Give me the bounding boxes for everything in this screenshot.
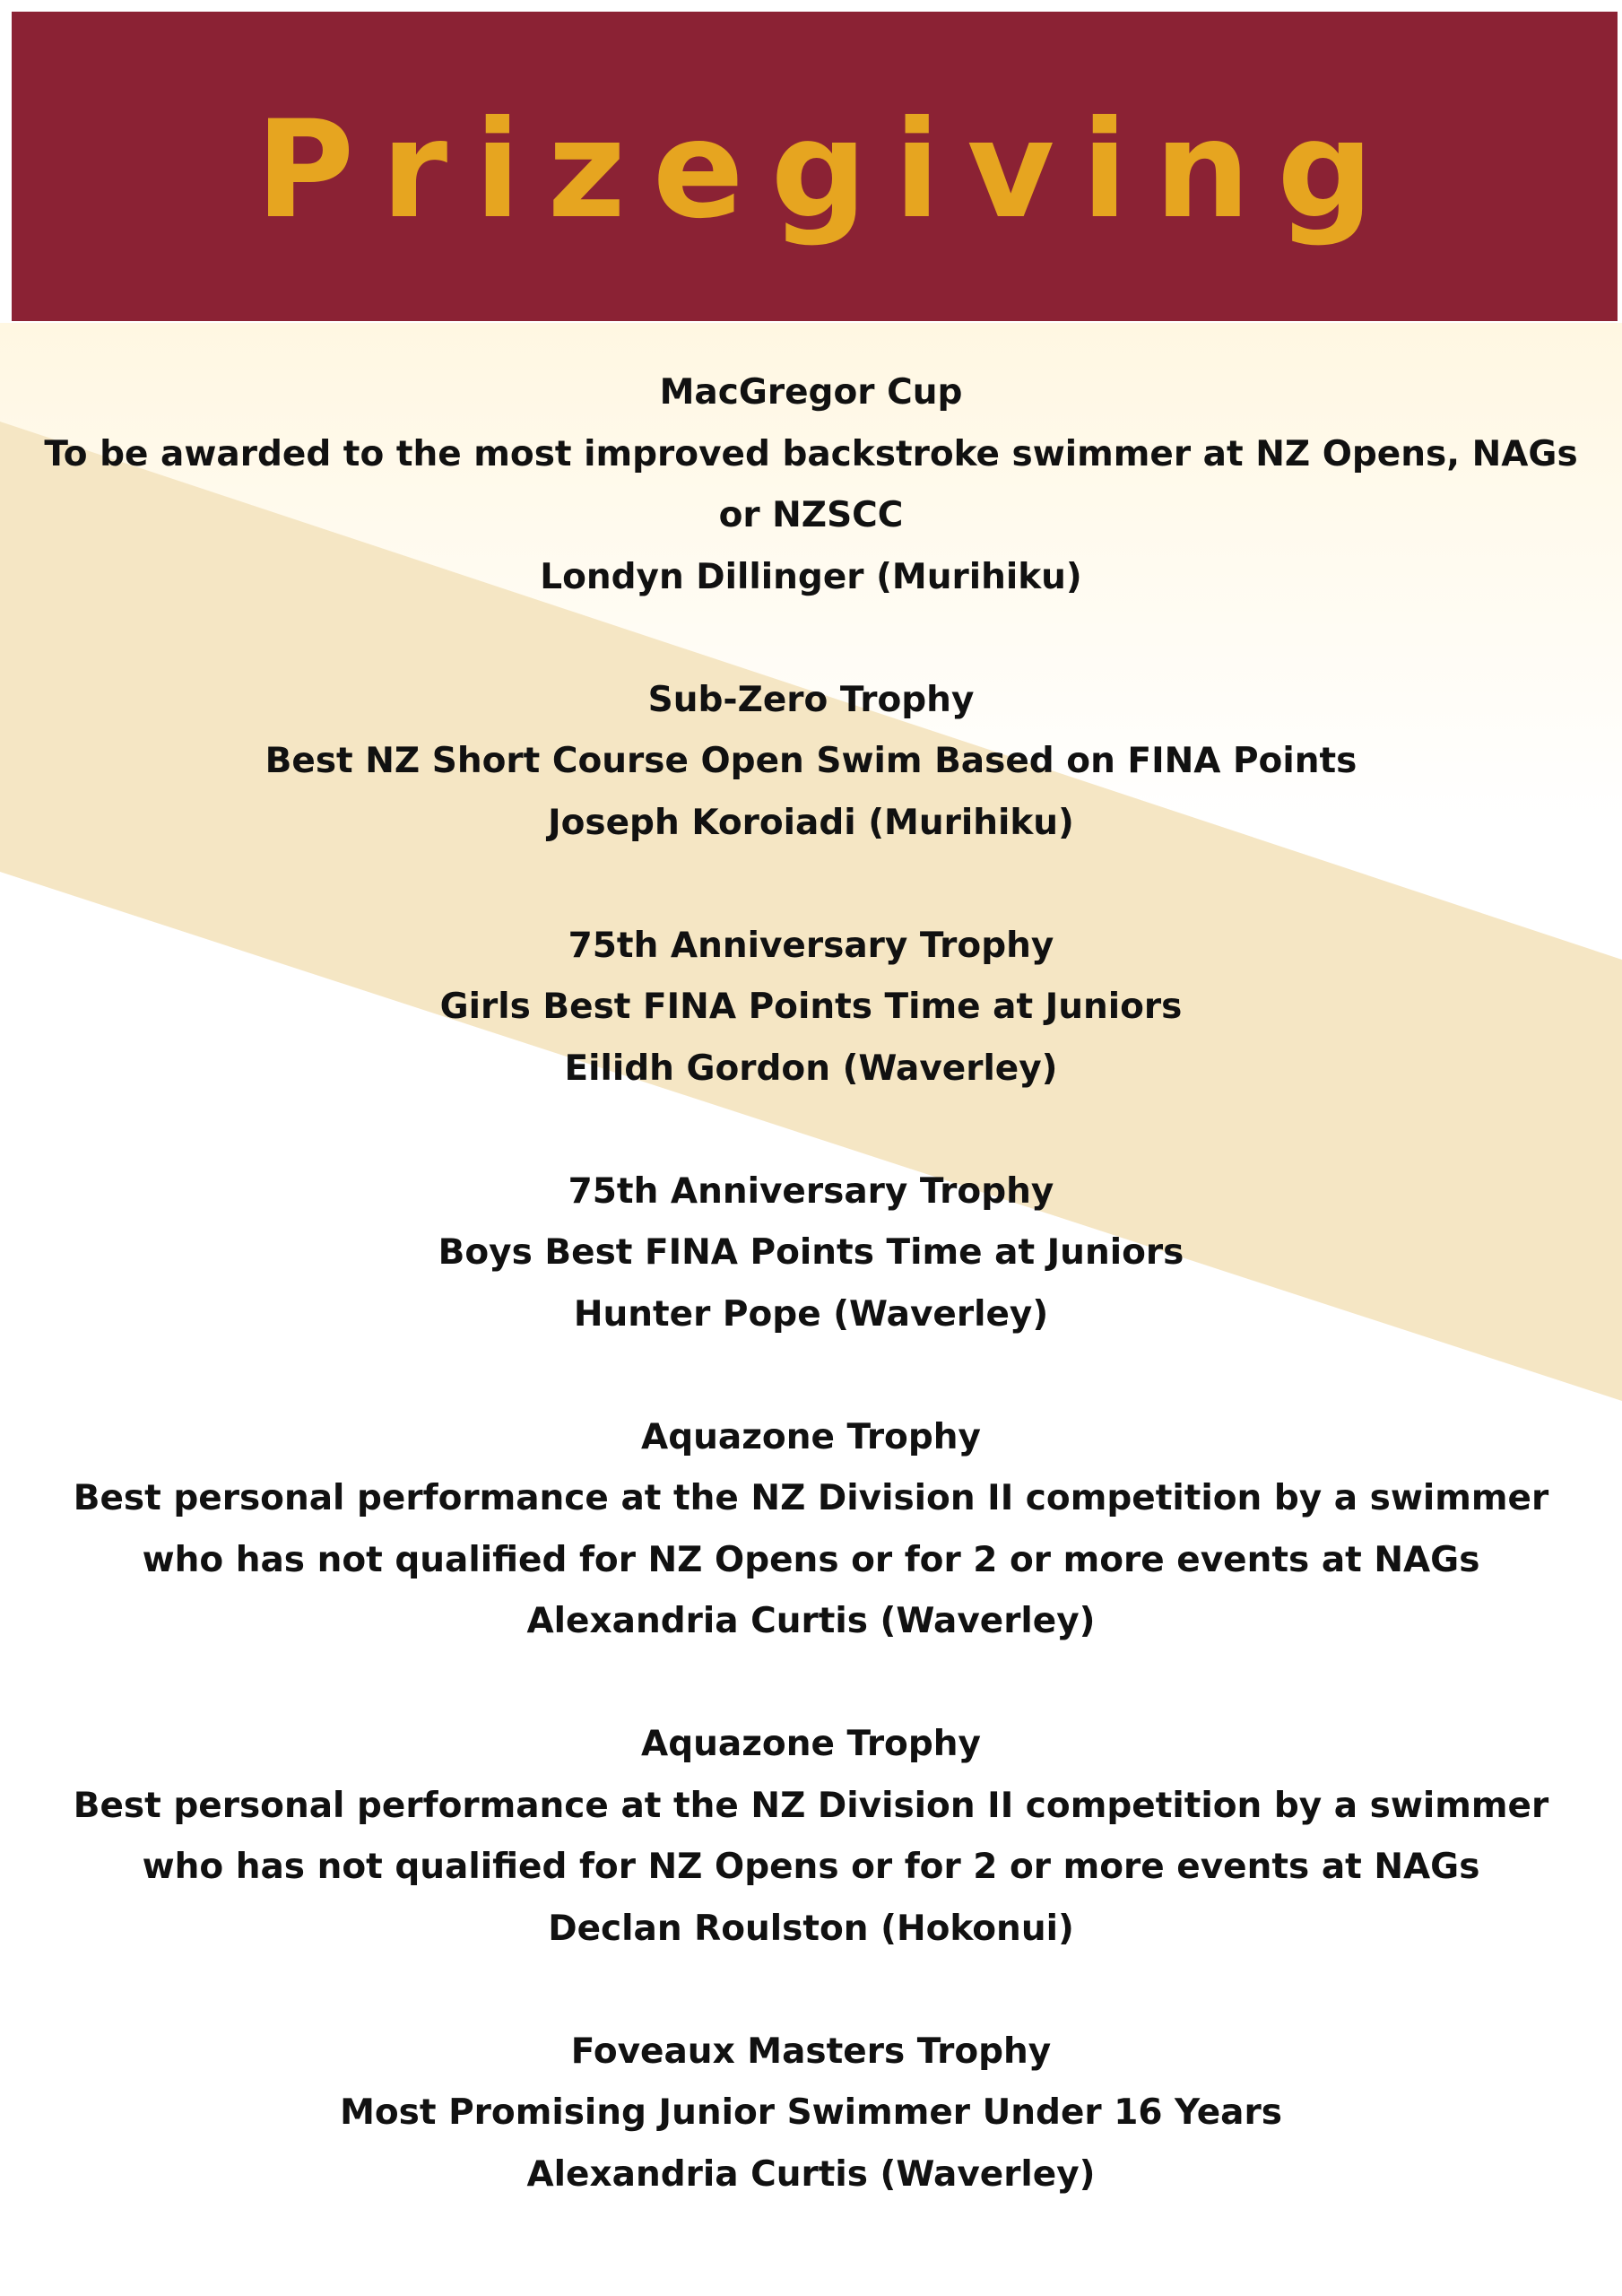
award-entry — [0, 670, 1622, 855]
award-entry — [0, 1714, 1622, 1960]
award-description: Most Promising Junior Swimmer Under 16 Years — [340, 2092, 1282, 2133]
award-description: Boys Best FINA Points Time at Juniors — [438, 1232, 1184, 1273]
award-description: Best NZ Short Course Open Swim Based on FINA Points — [265, 741, 1357, 781]
award-title: 75th Anniversary Trophy — [568, 1170, 1054, 1212]
award-recipient: Eilidh Gordon (Waverley) — [564, 1048, 1058, 1089]
award-title: Aquazone Trophy — [641, 1416, 981, 1457]
award-entry — [0, 916, 1622, 1100]
award-recipient: Alexandria Curtis (Waverley) — [526, 2153, 1096, 2195]
header-banner — [12, 12, 1618, 321]
award-title: MacGregor Cup — [659, 372, 963, 413]
awards-list — [0, 362, 1622, 2267]
award-title: 75th Anniversary Trophy — [568, 925, 1054, 966]
award-description: Girls Best FINA Points Time at Juniors — [439, 987, 1183, 1027]
award-description: Best personal performance at the NZ Division II competition by a swimmer who has not qualified for NZ Opens or for 2 or more events at NAGs — [73, 1785, 1549, 1887]
award-recipient: Declan Roulston (Hokonui) — [548, 1908, 1074, 1949]
award-title: Foveaux Masters Trophy — [570, 2031, 1052, 2072]
page-title: Prizegiving — [256, 91, 1401, 248]
award-entry — [0, 1407, 1622, 1653]
award-title: Aquazone Trophy — [641, 1724, 981, 1764]
award-recipient: Joseph Koroiadi (Murihiku) — [548, 802, 1074, 843]
award-title: Sub-Zero Trophy — [647, 679, 975, 720]
award-entry — [0, 1161, 1622, 1346]
award-entry — [0, 2022, 1622, 2206]
award-recipient: Hunter Pope (Waverley) — [573, 1293, 1049, 1335]
award-description: To be awarded to the most improved backstroke swimmer at NZ Opens, NAGs or NZSCC — [44, 433, 1578, 535]
award-entry — [0, 362, 1622, 608]
award-recipient: Alexandria Curtis (Waverley) — [526, 1601, 1096, 1641]
award-recipient: Londyn Dillinger (Murihiku) — [540, 556, 1082, 597]
award-description: Best personal performance at the NZ Division II competition by a swimmer who has not qualified for NZ Opens or for 2 or more events at NAGs — [73, 1478, 1549, 1580]
